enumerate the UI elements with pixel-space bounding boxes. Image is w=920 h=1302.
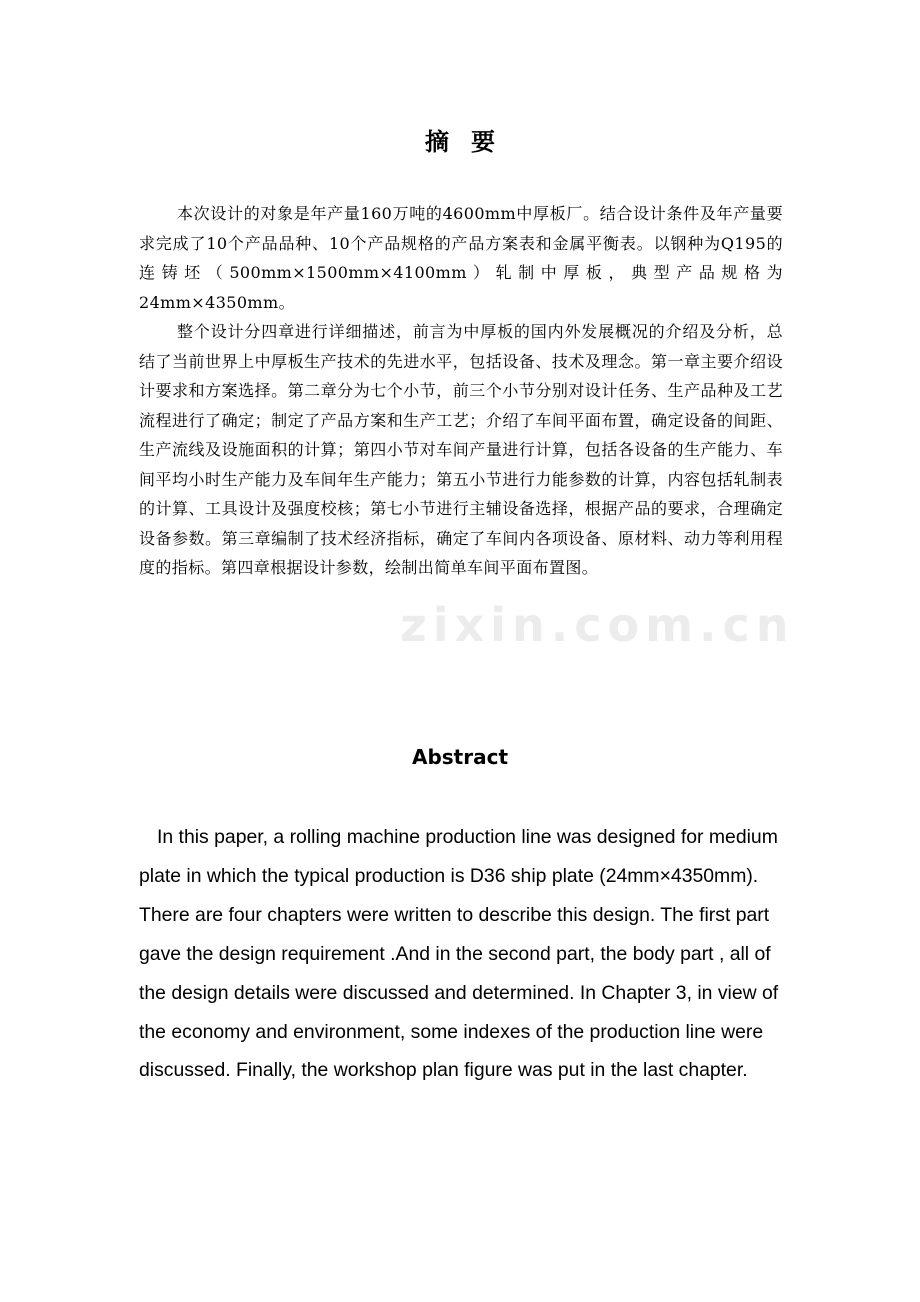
abstract-en-body: In this paper, a rolling machine production line was designed for medium plate in which the typical production is D36 ship plate (24mm×4350mm). There are four chapters were written to describe this design. The first part gave the design requirement .And in the second part, the body part , all of the design details were discussed and determined. In Chapter 3, in view of the economy and environment, some indexes of the production line were discussed. Finally, the workshop plan figure was put in the last chapter. [139,826,779,1082]
abstract-cn-title: 摘要 [425,127,517,156]
abstract-cn-body [139,199,783,583]
watermark: zixin.com.cn [400,598,795,652]
abstract-cn-paragraph-2: 整个设计分四章进行详细描述，前言为中厚板的国内外发展概况的介绍及分析，总结了当前世界上中厚板生产技术的先进水平，包括设备、技术及理念。第一章主要介绍设计要求和方案选择。第二章分为七个小节，前三个小节分别对设计任务、生产品种及工艺流程进行了确定；制定了产品方案和生产工艺；介绍了车间平面布置，确定设备的间距、生产流线及设施面积的计算；第四小节对车间产量进行计算，包括各设备的生产能力、车间平均小时生产能力及车间年生产能力；第五小节进行力能参数的计算，内容包括轧制表的计算、工具设计及强度校核；第七小节进行主辅设备选择，根据产品的要求，合理确定设备参数。第三章编制了技术经济指标，确定了车间内各项设备、原材料、动力等利用程度的指标。第四章根据设计参数，绘制出简单车间平面布置图。 [139,322,783,577]
abstract-cn-paragraph-1: 本次设计的对象是年产量160万吨的4600mm中厚板厂。结合设计条件及年产量要求完成了10个产品品种、10个产品规格的产品方案表和金属平衡表。以钢种为Q195的连铸坯（500mm×1500mm×4100mm）轧制中厚板，典型产品规格为24mm×4350mm。 [139,204,783,312]
abstract-en-title: Abstract [411,745,509,769]
